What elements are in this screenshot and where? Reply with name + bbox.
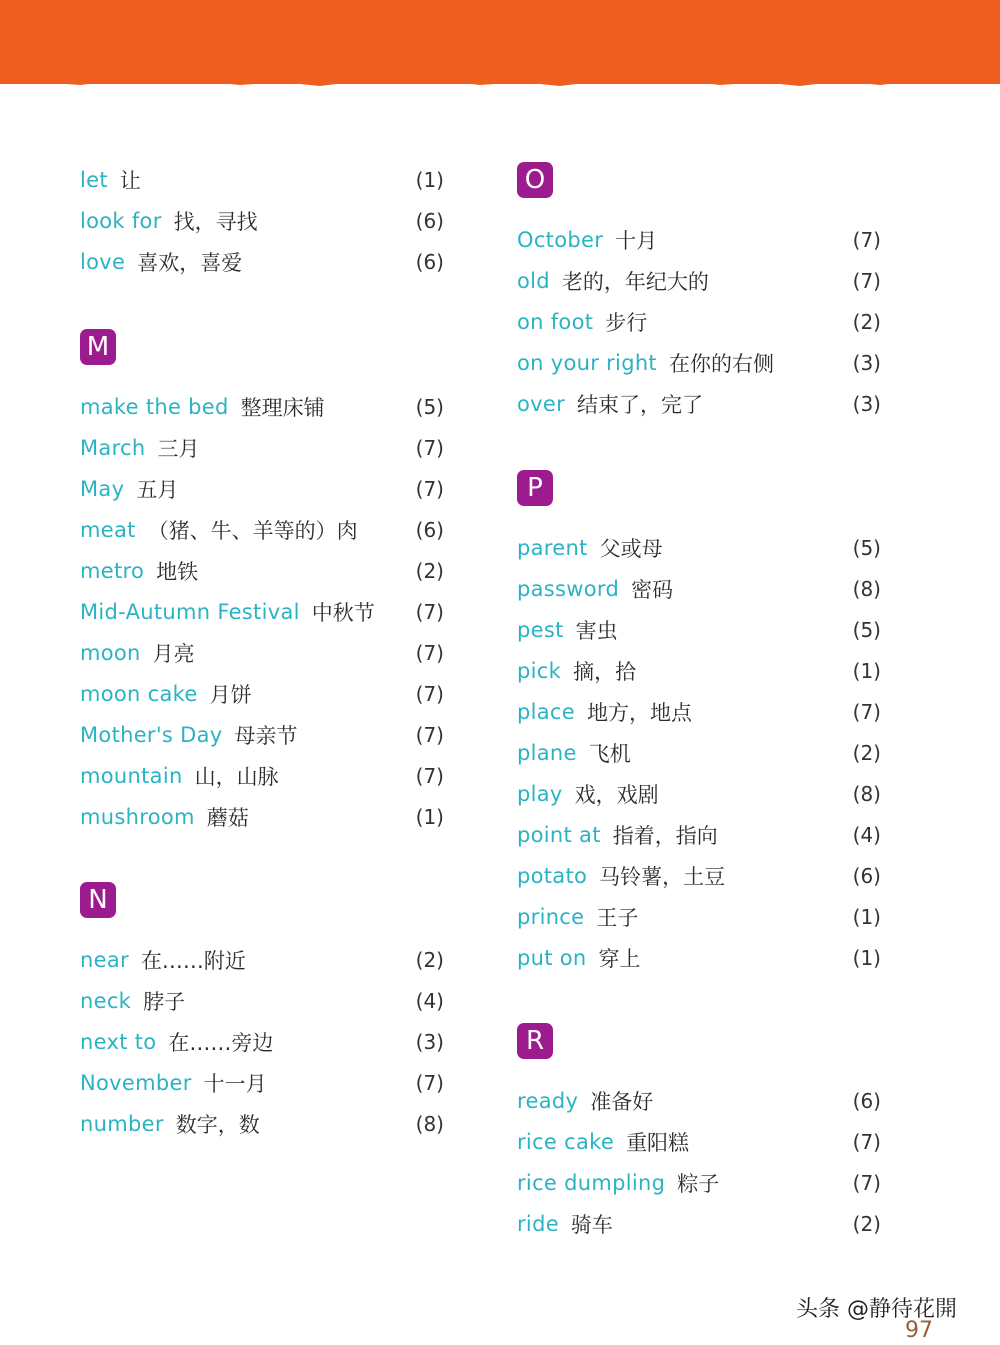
list-item (517, 1125, 887, 1159)
list-item (80, 390, 450, 424)
english-word: ready (517, 1089, 579, 1113)
chinese-meaning: 山，山脉 (194, 765, 279, 789)
chinese-meaning: 穿上 (598, 947, 641, 971)
english-word: May (80, 477, 125, 501)
english-word: mountain (80, 764, 183, 788)
unit-number: (7) (852, 269, 881, 293)
english-word: pick (517, 659, 562, 683)
english-word: moon (80, 641, 141, 665)
chinese-meaning: 戏，戏剧 (574, 783, 659, 807)
list-item (80, 1025, 450, 1059)
unit-number: (7) (415, 600, 444, 624)
list-item (517, 346, 887, 380)
english-word: look for (80, 209, 162, 233)
chinese-meaning: 地方，地点 (587, 701, 692, 725)
english-word: ride (517, 1212, 559, 1236)
unit-number: (2) (415, 559, 444, 583)
page-number: 97 (905, 1318, 933, 1343)
unit-number: (7) (415, 477, 444, 501)
chinese-meaning: 在……旁边 (168, 1031, 274, 1055)
chinese-meaning: 粽子 (677, 1172, 720, 1196)
section-letter-n: N (80, 882, 116, 918)
unit-number: (3) (852, 351, 881, 375)
list-item (517, 695, 887, 729)
unit-number: (5) (415, 395, 444, 419)
list-item (517, 223, 887, 257)
chinese-meaning: 中秋节 (311, 601, 375, 625)
english-word: moon cake (80, 682, 198, 706)
unit-number: (7) (852, 1171, 881, 1195)
unit-number: (8) (852, 577, 881, 601)
list-item (80, 984, 450, 1018)
english-word: over (517, 392, 566, 416)
unit-number: (8) (852, 782, 881, 806)
chinese-meaning: 整理床铺 (240, 396, 325, 420)
list-item (80, 595, 450, 629)
chinese-meaning: 在……附近 (140, 949, 246, 973)
unit-number: (3) (852, 392, 881, 416)
list-item (80, 943, 450, 977)
unit-number: (7) (415, 723, 444, 747)
english-word: next to (80, 1030, 157, 1054)
chinese-meaning: 步行 (605, 311, 648, 335)
list-item (517, 1207, 887, 1241)
chinese-meaning: 找，寻找 (173, 210, 258, 234)
english-word: near (80, 948, 129, 972)
watermark: 头条 @静待花開 (796, 1297, 957, 1322)
english-word: neck (80, 989, 132, 1013)
chinese-meaning: 害虫 (575, 619, 618, 643)
unit-number: (2) (852, 741, 881, 765)
english-word: metro (80, 559, 145, 583)
unit-number: (1) (415, 168, 444, 192)
english-word: rice cake (517, 1130, 615, 1154)
english-word: on foot (517, 310, 594, 334)
unit-number: (5) (852, 536, 881, 560)
list-item (80, 718, 450, 752)
unit-number: (6) (852, 1089, 881, 1113)
list-item (517, 777, 887, 811)
english-word: password (517, 577, 620, 601)
unit-number: (7) (852, 228, 881, 252)
list-item (80, 800, 450, 834)
english-word: number (80, 1112, 164, 1136)
section-letter-o: O (517, 162, 553, 198)
chinese-meaning: 马铃薯，土豆 (599, 865, 726, 889)
list-item (80, 204, 450, 238)
english-word: March (80, 436, 146, 460)
unit-number: (7) (852, 1130, 881, 1154)
section-letter-r: R (517, 1023, 553, 1059)
unit-number: (6) (852, 864, 881, 888)
list-item (80, 245, 450, 279)
unit-number: (2) (852, 1212, 881, 1236)
chinese-meaning: 数字，数 (175, 1113, 260, 1137)
english-word: rice dumpling (517, 1171, 666, 1195)
chinese-meaning: 蘑菇 (206, 806, 249, 830)
list-item (80, 1066, 450, 1100)
english-word: play (517, 782, 563, 806)
section-letter-m: M (80, 329, 116, 365)
english-word: Mid-Autumn Festival (80, 600, 300, 624)
list-item (517, 264, 887, 298)
list-item (517, 654, 887, 688)
list-item (517, 818, 887, 852)
list-item (80, 163, 450, 197)
english-word: on your right (517, 351, 657, 375)
unit-number: (6) (415, 250, 444, 274)
english-word: love (80, 250, 126, 274)
unit-number: (7) (415, 641, 444, 665)
unit-number: (4) (852, 823, 881, 847)
english-word: point at (517, 823, 601, 847)
chinese-meaning: 在你的右侧 (668, 352, 774, 376)
chinese-meaning: 月亮 (152, 642, 195, 666)
english-word: plane (517, 741, 577, 765)
list-item (517, 736, 887, 770)
unit-number: (1) (852, 946, 881, 970)
chinese-meaning: 父或母 (599, 537, 663, 561)
english-word: Mother's Day (80, 723, 223, 747)
unit-number: (7) (852, 700, 881, 724)
list-item (517, 900, 887, 934)
list-item (80, 554, 450, 588)
chinese-meaning: 五月 (136, 478, 179, 502)
english-word: place (517, 700, 575, 724)
chinese-meaning: 王子 (596, 906, 639, 930)
chinese-meaning: 飞机 (588, 742, 631, 766)
torn-edge (0, 74, 1000, 90)
header-band (0, 0, 1000, 84)
chinese-meaning: 让 (119, 169, 141, 193)
list-item (517, 1084, 887, 1118)
chinese-meaning: 摘，拾 (573, 660, 637, 684)
chinese-meaning: 结束了，完了 (577, 393, 704, 417)
unit-number: (6) (415, 209, 444, 233)
list-item (80, 513, 450, 547)
english-word: November (80, 1071, 192, 1095)
chinese-meaning: 十一月 (203, 1072, 267, 1096)
chinese-meaning: 老的，年纪大的 (561, 270, 709, 294)
unit-number: (6) (415, 518, 444, 542)
chinese-meaning: 地铁 (156, 560, 199, 584)
unit-number: (1) (852, 659, 881, 683)
unit-number: (2) (415, 948, 444, 972)
english-word: pest (517, 618, 564, 642)
list-item (517, 572, 887, 606)
english-word: meat (80, 518, 136, 542)
list-item (517, 941, 887, 975)
list-item (80, 431, 450, 465)
section-letter-p: P (517, 470, 553, 506)
list-item (80, 636, 450, 670)
unit-number: (2) (852, 310, 881, 334)
chinese-meaning: 喜欢，喜爱 (137, 251, 243, 275)
chinese-meaning: 十月 (615, 229, 658, 253)
list-item (80, 677, 450, 711)
unit-number: (5) (852, 618, 881, 642)
english-word: mushroom (80, 805, 195, 829)
unit-number: (7) (415, 1071, 444, 1095)
chinese-meaning: 密码 (631, 578, 674, 602)
list-item (517, 305, 887, 339)
chinese-meaning: 准备好 (590, 1090, 654, 1114)
list-item (517, 859, 887, 893)
unit-number: (7) (415, 682, 444, 706)
list-item (80, 472, 450, 506)
chinese-meaning: 母亲节 (234, 724, 298, 748)
chinese-meaning: 骑车 (570, 1213, 613, 1237)
english-word: October (517, 228, 604, 252)
chinese-meaning: 三月 (157, 437, 200, 461)
unit-number: (7) (415, 764, 444, 788)
unit-number: (1) (415, 805, 444, 829)
chinese-meaning: （猪、牛、羊等的）肉 (147, 519, 358, 543)
unit-number: (7) (415, 436, 444, 460)
english-word: prince (517, 905, 585, 929)
english-word: old (517, 269, 550, 293)
list-item (517, 531, 887, 565)
english-word: let (80, 168, 108, 192)
english-word: make the bed (80, 395, 229, 419)
list-item (80, 1107, 450, 1141)
list-item (80, 759, 450, 793)
english-word: parent (517, 536, 588, 560)
list-item (517, 387, 887, 421)
chinese-meaning: 指着，指向 (612, 824, 718, 848)
unit-number: (4) (415, 989, 444, 1013)
unit-number: (8) (415, 1112, 444, 1136)
chinese-meaning: 脖子 (143, 990, 186, 1014)
english-word: put on (517, 946, 587, 970)
english-word: potato (517, 864, 588, 888)
chinese-meaning: 月饼 (209, 683, 252, 707)
unit-number: (1) (852, 905, 881, 929)
list-item (517, 1166, 887, 1200)
list-item (517, 613, 887, 647)
chinese-meaning: 重阳糕 (626, 1131, 690, 1155)
unit-number: (3) (415, 1030, 444, 1054)
